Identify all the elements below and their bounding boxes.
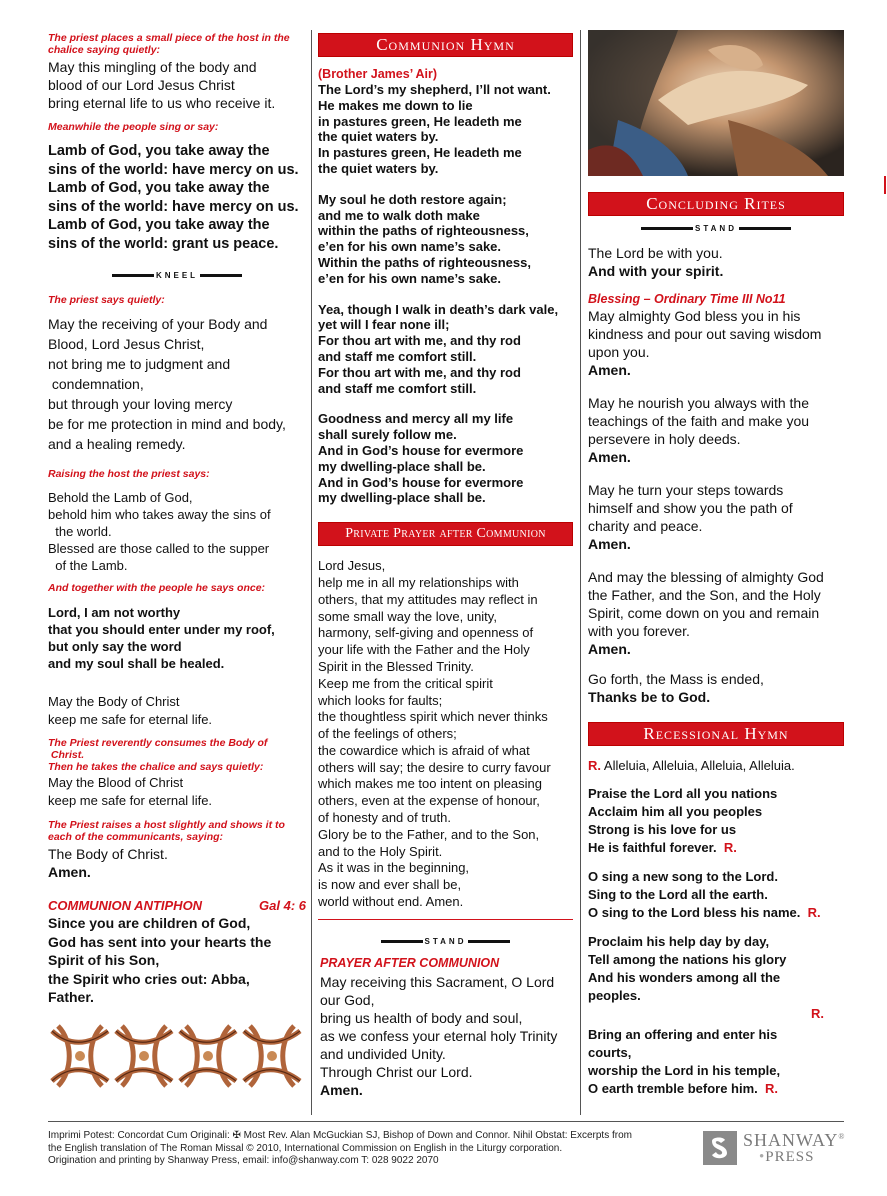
line: Tell among the nations his glory — [588, 951, 787, 967]
line: shall surely follow me. — [318, 427, 457, 443]
line: that you should enter under my roof, — [48, 622, 275, 637]
footer-credits — [48, 1130, 688, 1168]
line: and a healing remedy. — [48, 436, 186, 452]
line: My soul he doth restore again; — [318, 191, 507, 207]
hymn-verse-3 — [318, 302, 573, 397]
line: Lord, I am not worthy — [48, 605, 181, 620]
line: upon you. — [588, 344, 650, 360]
column-right — [588, 28, 844, 1098]
line: the quiet waters by. — [318, 129, 439, 145]
prayer-after-communion-text — [320, 973, 573, 1099]
text-behold — [48, 489, 306, 574]
line: some small way the love, unity, — [318, 608, 497, 624]
line: which looks for faults; — [318, 692, 443, 708]
line: And his wonders among all the — [588, 969, 781, 985]
line: and to the Holy Spirit. — [318, 843, 443, 859]
line: Spirit, come down on you and remain — [588, 605, 820, 621]
line: condemnation, — [48, 376, 144, 392]
logo-registered-mark: ® — [838, 1132, 846, 1141]
line: O earth tremble before him. — [588, 1080, 758, 1096]
refrain-mark: R. — [765, 1080, 778, 1096]
line: peoples. — [588, 987, 641, 1003]
celtic-ornament — [48, 1021, 306, 1091]
line: bring us health of body and soul, — [320, 1009, 523, 1026]
line: He is faithful forever. — [588, 839, 717, 855]
stand-label: STAND — [695, 223, 737, 233]
blessing-2 — [588, 394, 844, 466]
line: the Father, and the Son, and the Holy — [588, 587, 821, 603]
section-rule — [318, 919, 573, 920]
line: the cowardice which is afraid of what — [318, 742, 530, 758]
line: Spirit of his Son, — [48, 952, 160, 968]
line: and me to walk doth make — [318, 207, 480, 223]
line: Christ. — [48, 749, 85, 761]
line: e’en for his own name’s sake. — [318, 239, 502, 255]
line: others, even at the expense of honour, — [318, 793, 540, 809]
greeting: The Lord be with you. — [588, 245, 723, 261]
divider-bar-right — [200, 274, 242, 277]
line: Sing to the Lord all the earth. — [588, 886, 768, 902]
line: Proclaim his help day by day, — [588, 933, 770, 949]
line: God has sent into your hearts the — [48, 933, 272, 950]
line: but only say the word — [48, 639, 182, 654]
rubric-people-sing: Meanwhile the people sing or say: — [48, 121, 219, 133]
line: worship the Lord in his temple, — [588, 1062, 781, 1078]
recessional-verse-1 — [588, 785, 844, 857]
line: May almighty God bless you in his — [588, 308, 801, 324]
line: others, that my attitudes may reflect in — [318, 591, 538, 607]
line: Within the paths of righteousness, — [318, 254, 531, 270]
line: And in God’s house for evermore — [318, 474, 524, 490]
line: May this mingling of the body and — [48, 59, 257, 75]
recessional-verse-4 — [588, 1026, 844, 1098]
line: He makes me down to lie — [318, 97, 473, 113]
footer-line: the English translation of The Roman Missal © 2010, International Commission on English in the Liturgy corporation. — [48, 1142, 563, 1154]
line: O sing to the Lord bless his name. — [588, 904, 801, 920]
antiphon-title: COMMUNION ANTIPHON — [48, 898, 203, 913]
line: And in God’s house for evermore — [318, 442, 524, 458]
line: and staff me comfort still. — [318, 348, 477, 364]
line: As it was in the beginning, — [318, 860, 470, 876]
line: Blood, Lord Jesus Christ, — [48, 336, 205, 352]
line: and staff me comfort still. — [318, 380, 477, 396]
text-blood-of-christ — [48, 774, 306, 810]
line: which makes me too intent on pleasing — [318, 776, 543, 792]
line: the quiet waters by. — [318, 160, 439, 176]
divider-bar-right — [468, 940, 510, 943]
line: others will say; the desire to curry favour — [318, 759, 551, 775]
footer-rule — [48, 1121, 844, 1122]
line: persevere in holy deeds. — [588, 431, 741, 447]
line: And may the blessing of almighty God — [588, 569, 824, 585]
dismissal-response: Thanks be to God. — [588, 689, 711, 705]
line: the Spirit who cries out: Abba, — [48, 970, 250, 987]
refrain-text: Alleluia, Alleluia, Alleluia, Alleluia. — [603, 758, 795, 773]
line: May the Blood of Christ — [48, 775, 184, 790]
refrain-mark: R. — [588, 758, 601, 773]
line: Goodness and mercy all my life — [318, 411, 514, 427]
line: keep me safe for eternal life. — [48, 712, 213, 727]
line: Acclaim him all you peoples — [588, 803, 763, 819]
prayer-after-communion-title: PRAYER AFTER COMMUNION — [320, 955, 500, 970]
footer-line: Origination and printing by Shanway Press, email: info@shanway.com T: 028 9022 2070 — [48, 1155, 439, 1166]
column-middle — [318, 28, 573, 1099]
hymn-verse-1 — [318, 82, 573, 177]
greeting-response: And with your spirit. — [588, 263, 724, 279]
line: Then he takes the chalice and says quietly: — [48, 761, 264, 773]
line: The Priest reverently consumes the Body of — [48, 737, 268, 749]
line: Lamb of God, you take away the — [48, 217, 270, 233]
refrain-mark: R. — [807, 904, 821, 920]
line: the world. — [48, 524, 112, 539]
text-mingling — [48, 58, 306, 112]
stand-label: STAND — [424, 937, 467, 947]
rubric-mingling: The priest places a small piece of the host in the chalice saying quietly: — [48, 32, 290, 56]
blessing-1 — [588, 307, 844, 379]
text-receiving — [48, 314, 306, 454]
footer-line: Imprimi Potest: Concordat Cum Originali: ✠ Most Rev. Alan McGuckian SJ, Bishop of Down and Connor. Nihil Obstat: Excerpts from — [48, 1130, 632, 1141]
line: kindness and pour out saving wisdom — [588, 326, 822, 342]
line: Amen. — [320, 1081, 363, 1098]
logo-text: SHANWAY — [743, 1130, 839, 1150]
divider-bar-right — [739, 227, 791, 230]
line: Blessed are those called to the supper — [48, 541, 270, 556]
line: Lord Jesus, — [318, 558, 386, 574]
amen: Amen. — [588, 641, 631, 657]
line: Glory be to the Father, and to the Son, — [318, 826, 540, 842]
blessing-3 — [588, 481, 844, 553]
refrain-mark: R. — [723, 839, 737, 855]
line: bring eternal life to us who receive it. — [48, 95, 276, 111]
line: In pastures green, He leadeth me — [318, 145, 522, 161]
refrain — [588, 758, 844, 775]
recessional-verse-2 — [588, 868, 844, 922]
line: May receiving this Sacrament, O Lord — [320, 973, 555, 990]
line: Through Christ our Lord. — [320, 1063, 473, 1080]
line: O sing a new song to the Lord. — [588, 868, 778, 884]
banner-communion-hymn: Communion Hymn — [318, 33, 573, 57]
line: world without end. Amen. — [318, 894, 464, 910]
line: sins of the world: have mercy on us. — [48, 198, 299, 215]
line: Spirit in the Blessed Trinity. — [318, 658, 474, 674]
line: is now and ever shall be, — [318, 877, 462, 893]
rubric-raises-host: The Priest raises a host slightly and shows it to each of the communicants, saying: — [48, 819, 285, 843]
line: Lamb of God, you take away the — [48, 143, 270, 159]
banner-private-prayer: Private Prayer after Communion — [318, 522, 573, 546]
banner-concluding-rites: Concluding Rites — [588, 192, 844, 216]
rubric-consumes — [48, 737, 306, 773]
line: May he nourish you always with the — [588, 395, 809, 411]
text-body-said: The Body of Christ. — [48, 846, 168, 862]
recessional-verse-3 — [588, 933, 844, 1023]
line: Lamb of God, you take away the — [48, 180, 270, 196]
line: but through your loving mercy — [48, 396, 233, 412]
line: keep me safe for eternal life. — [48, 793, 213, 808]
line: May he turn your steps towards — [588, 482, 784, 498]
line: of the feelings of others; — [318, 726, 457, 742]
amen: Amen. — [588, 536, 631, 552]
line: behold him who takes away the sins of — [48, 507, 271, 522]
line: Keep me from the critical spirit — [318, 675, 493, 691]
devotional-painting — [588, 30, 844, 176]
line: sins of the world: grant us peace. — [48, 235, 279, 252]
line: The Lord’s my shepherd, I’ll not want. — [318, 82, 551, 97]
hymn-verse-2 — [318, 192, 573, 287]
line: Yea, though I walk in death’s dark vale, — [318, 301, 559, 317]
logo-subtext: PRESS — [765, 1149, 815, 1165]
column-left — [48, 28, 306, 1091]
hymn-verse-4 — [318, 411, 573, 506]
line: of the Lamb. — [48, 558, 128, 573]
line: Bring an offering and enter his — [588, 1026, 778, 1042]
line: Behold the Lamb of God, — [48, 490, 193, 505]
line: courts, — [588, 1044, 632, 1060]
kneel-label: KNEEL — [155, 270, 199, 280]
line: blood of our Lord Jesus Christ — [48, 77, 235, 93]
line: my dwelling-place shall be. — [318, 458, 486, 474]
line: Since you are children of God, — [48, 915, 251, 931]
refrain-mark: R. — [811, 1005, 824, 1021]
divider-bar-left — [641, 227, 693, 230]
text-body-of-christ — [48, 693, 306, 729]
antiphon-reference: Gal 4: 6 — [259, 898, 306, 913]
line: not bring me to judgment and — [48, 356, 231, 372]
line: the thoughtless spirit which never thinks — [318, 709, 548, 725]
line: with you forever. — [588, 623, 690, 639]
line: in pastures green, He leadeth me — [318, 113, 522, 129]
stand-divider — [588, 222, 844, 234]
knotwork-icon — [48, 1021, 304, 1091]
line: May the Body of Christ — [48, 694, 180, 709]
line: charity and peace. — [588, 518, 703, 534]
lamb-of-god — [48, 142, 306, 253]
private-prayer-text — [318, 558, 573, 911]
shanway-press-logo: SHANWAY® •PRESS — [703, 1130, 843, 1166]
line: Praise the Lord all you nations — [588, 785, 778, 801]
amen: Amen. — [588, 449, 631, 465]
divider-bar-left — [112, 274, 154, 277]
line: my dwelling-place shall be. — [318, 490, 486, 506]
antiphon-text — [48, 914, 306, 1007]
line: Strong is his love for us — [588, 821, 737, 837]
blessing-title: Blessing – Ordinary Time III No11 — [588, 292, 786, 306]
column-divider-1 — [311, 30, 312, 1115]
divider-bar-left — [381, 940, 423, 943]
hymn-tune: (Brother James’ Air) — [318, 67, 438, 81]
text-amen: Amen. — [48, 864, 91, 880]
line: Father. — [48, 989, 94, 1005]
line: as we confess your eternal holy Trinity — [320, 1027, 558, 1044]
line: himself and show you the path of — [588, 500, 793, 516]
line: be for me protection in mind and body, — [48, 416, 286, 432]
line: help me in all my relationships with — [318, 574, 519, 590]
line: teachings of the faith and make you — [588, 413, 810, 429]
line: sins of the world: have mercy on us. — [48, 161, 299, 178]
rubric-priest-quietly: The priest says quietly: — [48, 294, 165, 306]
line: our God, — [320, 991, 375, 1008]
lord-i-am-not-worthy — [48, 604, 306, 672]
rubric-raising-host: Raising the host the priest says: — [48, 468, 210, 480]
shanway-logo-mark-icon — [703, 1131, 737, 1165]
kneel-divider — [48, 269, 306, 281]
margin-mark — [884, 176, 886, 194]
line: For thou art with me, and thy rod — [318, 333, 521, 349]
line: harmony, self-giving and openness of — [318, 625, 534, 641]
line: of honesty and of truth. — [318, 810, 451, 826]
line: e’en for his own name’s sake. — [318, 270, 502, 286]
line: For thou art with me, and thy rod — [318, 364, 521, 380]
column-divider-2 — [580, 30, 581, 1115]
pieta-image-icon — [588, 30, 844, 176]
line: and undivided Unity. — [320, 1045, 446, 1062]
dismissal: Go forth, the Mass is ended, — [588, 671, 764, 687]
rubric-together: And together with the people he says once: — [48, 582, 266, 594]
amen: Amen. — [588, 362, 631, 378]
line: your life with the Father and the Holy — [318, 642, 530, 658]
line: May the receiving of your Body and — [48, 316, 268, 332]
line: yet will I fear none ill; — [318, 317, 450, 333]
line: within the paths of righteousness, — [318, 223, 529, 239]
blessing-4 — [588, 568, 844, 658]
antiphon-heading — [48, 898, 306, 914]
stand-divider — [318, 936, 573, 948]
line: and my soul shall be healed. — [48, 656, 225, 671]
banner-recessional-hymn: Recessional Hymn — [588, 722, 844, 746]
